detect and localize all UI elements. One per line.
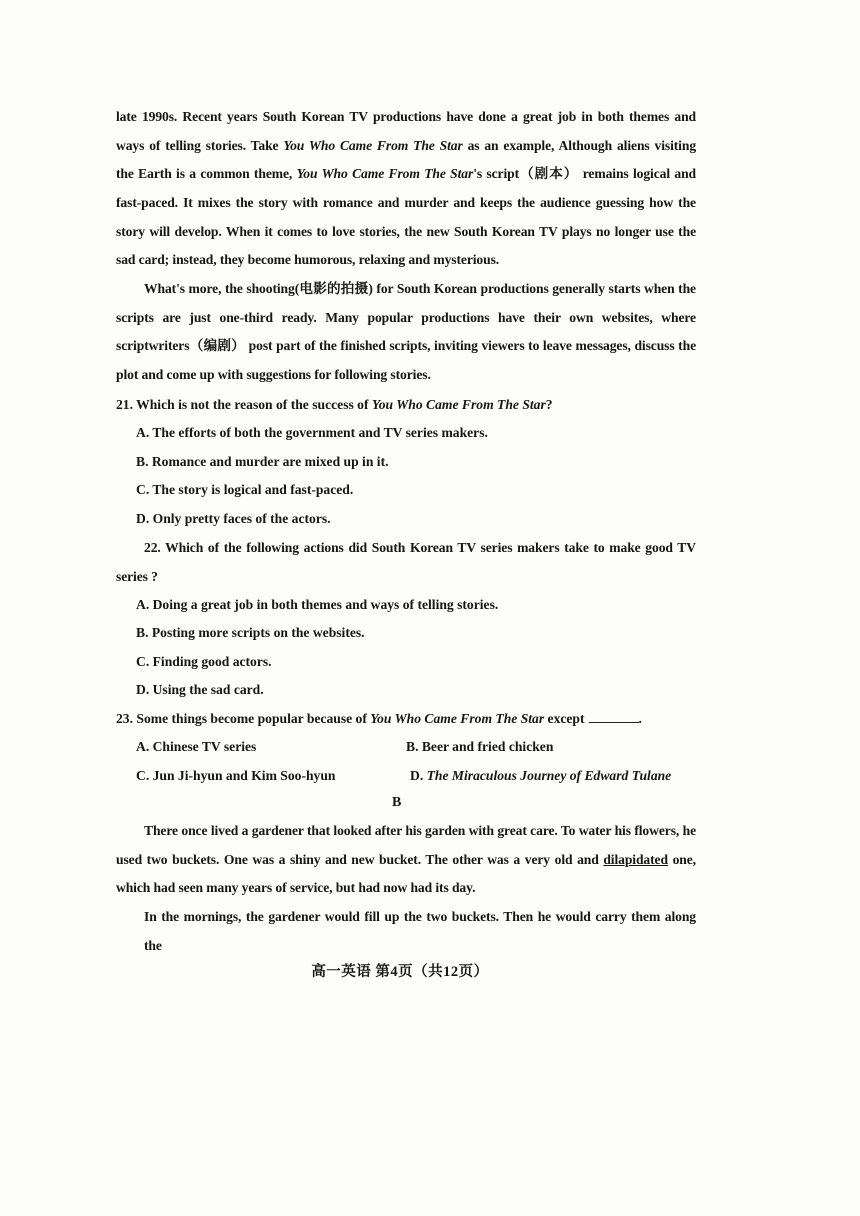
question-23-stem: 23. Some things become popular because of You Who Came From The Star except .	[116, 711, 642, 726]
drama-title: You Who Came From The Star	[283, 137, 463, 153]
text-line: In the mornings, the gardener would fill up the two buckets. Then he would carry them along the	[144, 909, 696, 953]
q21-option-c[interactable]: C. The story is logical and fast-paced.	[136, 482, 354, 497]
drama-title: You Who Came From The Star	[370, 711, 545, 726]
text-line: What's more, the shooting(电影的拍摄) for South Korean productions generally starts when the	[144, 281, 696, 296]
q21-option-b[interactable]: B. Romance and murder are mixed up in it.	[136, 454, 389, 469]
q23-option-b[interactable]: B. Beer and fried chicken	[406, 739, 554, 754]
text-line: scripts are just one-third ready. Many popular productions have their own websites, where	[116, 309, 696, 325]
text-line: 22. Which of the following actions did South Korean TV series makers take to make good TV	[144, 540, 696, 555]
text-line: used two buckets. One was a shiny and new bucket. The other was a very old and dilapidated one,	[116, 851, 696, 867]
passage-a-paragraph-2	[116, 275, 696, 390]
question-21-stem: 21. Which is not the reason of the success of You Who Came From The Star?	[116, 397, 553, 412]
q22-option-d[interactable]: D. Using the sad card.	[136, 682, 264, 697]
q23-option-c[interactable]: C. Jun Ji-hyun and Kim Soo-hyun	[136, 768, 336, 783]
drama-title: You Who Came From The Star	[371, 397, 546, 412]
text-line: series ?	[116, 568, 158, 584]
text-line: fast-paced. It mixes the story with romance and murder and keeps the audience guessing how the	[116, 195, 696, 211]
text-line: late 1990s. Recent years South Korean TV productions have done a great job in both themes and	[116, 109, 696, 124]
q22-option-a[interactable]: A. Doing a great job in both themes and ways of telling stories.	[136, 597, 499, 612]
q22-option-b[interactable]: B. Posting more scripts on the websites.	[136, 625, 365, 640]
passage-b-paragraph-2	[116, 903, 696, 953]
text-line: scriptwriters（编剧） post part of the finished scripts, inviting viewers to leave messages, discuss the	[116, 338, 696, 354]
text-line: sad card; instead, they become humorous, relaxing and mysterious.	[116, 252, 500, 268]
question-22-stem	[116, 534, 696, 591]
q21-option-a[interactable]: A. The efforts of both the government and TV series makers.	[136, 425, 488, 440]
q21-option-d[interactable]: D. Only pretty faces of the actors.	[136, 511, 331, 526]
answer-blank[interactable]	[589, 712, 639, 723]
passage-a-paragraph-1	[116, 103, 696, 275]
text-line: the Earth is a common theme, You Who Came From The Star's script（剧本） remains logical and	[116, 166, 697, 182]
passage-b-paragraph-1	[116, 817, 696, 903]
text-line: story will develop. When it comes to love stories, the new South Korean TV plays no longer use the	[116, 223, 696, 239]
text-line: ways of telling stories. Take You Who Came From The Star as an example, Although aliens visiting	[116, 137, 697, 153]
text-line: There once lived a gardener that looked after his garden with great care. To water his flowers, he	[144, 823, 696, 838]
text-line: plot and come up with suggestions for following stories.	[116, 367, 431, 383]
q23-option-a[interactable]: A. Chinese TV series	[136, 739, 257, 754]
q22-option-c[interactable]: C. Finding good actors.	[136, 654, 272, 669]
section-heading-b: B	[392, 795, 402, 810]
underlined-word: dilapidated	[603, 851, 668, 867]
page-footer: 高一英语 第4页（共12页）	[311, 964, 489, 980]
q23-option-d[interactable]: D. The Miraculous Journey of Edward Tulane	[410, 768, 672, 783]
text-line: which had seen many years of service, but had now had its day.	[116, 880, 476, 896]
book-title: The Miraculous Journey of Edward Tulane	[426, 768, 672, 783]
drama-title: You Who Came From The Star	[296, 166, 474, 182]
